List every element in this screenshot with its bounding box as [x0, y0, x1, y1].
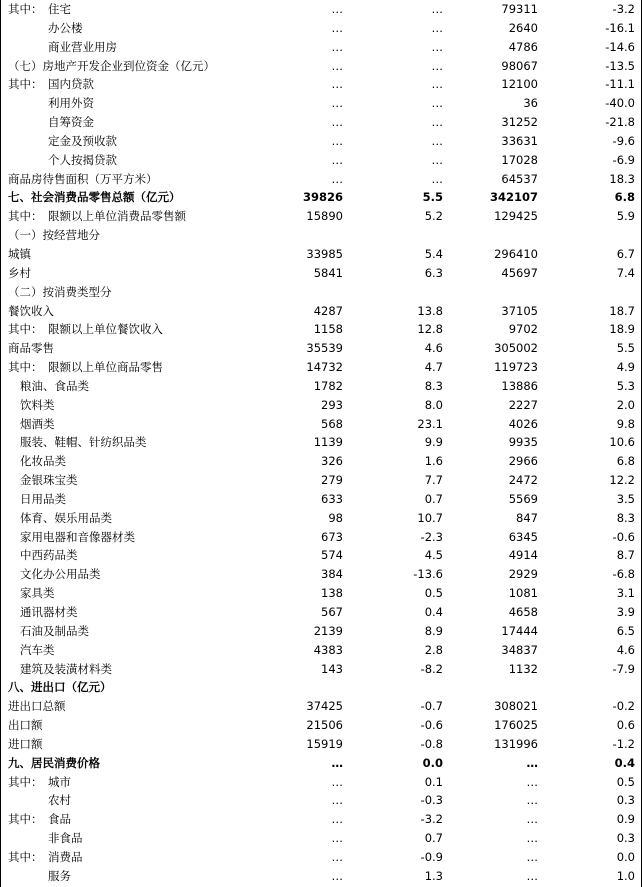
- table-row: [0, 94, 642, 113]
- row-value-c4: 10.6: [609, 435, 635, 450]
- row-value-c3: 37105: [501, 303, 538, 318]
- table-row: [0, 151, 642, 170]
- table-row: [0, 19, 642, 38]
- row-value-c3: 17444: [501, 623, 538, 638]
- table-row: [0, 188, 642, 207]
- row-value-c4: 4.9: [616, 360, 635, 375]
- row-label: 住宅: [48, 2, 71, 16]
- row-value-c2: 8.0: [424, 397, 443, 412]
- row-value-c2: …: [431, 2, 443, 16]
- row-value-c2: 0.7: [424, 491, 443, 506]
- row-value-c3: 305002: [494, 341, 538, 356]
- row-value-c2: 0.4: [424, 605, 443, 619]
- row-value-c3: …: [526, 812, 538, 827]
- row-value-c3: 4658: [508, 605, 538, 619]
- row-label: 九、居民消费价格: [8, 755, 100, 770]
- row-value-c1: …: [331, 793, 343, 808]
- table-row: [0, 603, 642, 622]
- table-row: [0, 38, 642, 57]
- row-value-c1: …: [331, 2, 343, 16]
- row-value-c3: 342107: [489, 190, 538, 205]
- row-value-c1: 35539: [306, 341, 343, 356]
- row-label: 消费品: [48, 849, 83, 864]
- row-value-c3: 9935: [508, 435, 538, 450]
- table-row: [0, 509, 642, 528]
- row-value-c3: 119723: [494, 360, 538, 375]
- row-label: 限额以上单位商品零售: [48, 360, 163, 375]
- table-row: [0, 358, 642, 377]
- row-value-c4: -7.9: [612, 661, 635, 676]
- row-value-c3: 6345: [508, 529, 538, 544]
- table-row: [0, 528, 642, 547]
- row-label: 文化办公用品类: [20, 567, 101, 582]
- row-value-c4: -40.0: [605, 96, 635, 111]
- row-value-c3: 2966: [508, 454, 538, 469]
- row-value-c2: 0.5: [424, 586, 443, 601]
- row-value-c4: 18.7: [609, 303, 635, 318]
- table-row: [0, 471, 642, 490]
- table-row: [0, 433, 642, 452]
- row-value-c2: -2.3: [420, 529, 443, 544]
- row-value-c3: 129425: [494, 209, 538, 224]
- row-value-c2: …: [431, 133, 443, 148]
- row-value-c1: 384: [321, 567, 343, 582]
- row-value-c1: 143: [321, 661, 343, 676]
- row-value-c2: -0.9: [420, 849, 443, 864]
- table-row: [0, 320, 642, 339]
- row-value-c3: 12100: [501, 77, 538, 92]
- row-prefix: 其中：: [8, 2, 43, 16]
- row-value-c2: -0.8: [420, 736, 443, 751]
- row-value-c1: …: [331, 77, 343, 92]
- table-row: [0, 264, 642, 283]
- row-label: 自筹资金: [48, 115, 94, 130]
- row-value-c4: 5.9: [616, 209, 635, 224]
- table-row: [0, 0, 642, 19]
- row-value-c1: …: [331, 133, 343, 148]
- row-value-c1: 1158: [313, 322, 343, 337]
- table-row: [0, 226, 642, 245]
- row-value-c1: 138: [321, 586, 343, 601]
- row-value-c4: 0.0: [616, 849, 635, 864]
- row-value-c1: 5841: [313, 265, 343, 280]
- row-value-c4: -11.1: [605, 77, 635, 92]
- row-value-c1: …: [331, 171, 343, 186]
- row-value-c2: 1.6: [424, 454, 443, 469]
- row-value-c3: 847: [516, 510, 538, 525]
- row-label: 金银珠宝类: [20, 473, 78, 488]
- row-value-c3: 176025: [494, 718, 538, 733]
- row-value-c1: …: [331, 831, 343, 846]
- row-value-c4: -6.8: [612, 567, 635, 582]
- row-value-c4: 0.3: [616, 793, 635, 808]
- row-value-c1: 21506: [306, 718, 343, 733]
- row-value-c3: 4026: [508, 416, 538, 431]
- table-row: [0, 452, 642, 471]
- row-value-c4: 0.9: [616, 812, 635, 827]
- table-row: [0, 791, 642, 810]
- row-value-c3: 2227: [508, 397, 538, 412]
- row-label: 利用外资: [48, 96, 94, 111]
- row-value-c4: 18.9: [609, 322, 635, 337]
- table-left-border: [0, 0, 1, 887]
- row-value-c3: 4786: [508, 39, 538, 54]
- row-value-c4: 4.6: [616, 642, 635, 657]
- row-value-c4: 6.5: [616, 623, 635, 638]
- row-value-c2: 4.6: [424, 341, 443, 356]
- row-label: （二）按消费类型分: [8, 284, 112, 299]
- table-row: [0, 75, 642, 94]
- row-value-c1: 39826: [302, 190, 343, 205]
- row-value-c1: …: [331, 115, 343, 130]
- row-value-c2: 13.8: [417, 303, 443, 318]
- row-label: 定金及预收款: [48, 133, 117, 148]
- row-label: 限额以上单位餐饮收入: [48, 322, 163, 337]
- table-row: [0, 132, 642, 151]
- row-value-c4: 1.0: [616, 868, 635, 883]
- row-value-c1: …: [331, 20, 343, 35]
- row-value-c2: 12.8: [417, 322, 443, 337]
- row-value-c4: 6.8: [614, 190, 635, 205]
- row-label: 国内贷款: [48, 77, 94, 92]
- row-label: 非食品: [48, 831, 83, 846]
- row-value-c1: 4383: [313, 642, 343, 657]
- row-label: （七）房地产开发企业到位资金（亿元）: [8, 58, 215, 73]
- row-value-c4: 3.9: [616, 605, 635, 619]
- table-row: [0, 678, 642, 697]
- row-value-c4: 12.2: [609, 473, 635, 488]
- row-value-c3: …: [526, 774, 538, 789]
- row-value-c1: …: [331, 774, 343, 789]
- row-value-c1: 33985: [306, 246, 343, 261]
- row-value-c3: 2472: [508, 473, 538, 488]
- row-value-c4: 5.5: [616, 341, 635, 356]
- row-value-c2: -13.6: [413, 567, 443, 582]
- row-value-c3: 36: [523, 96, 538, 111]
- table-row: [0, 660, 642, 679]
- row-value-c4: -9.6: [612, 133, 635, 148]
- row-value-c4: 18.3: [609, 171, 635, 186]
- row-value-c3: 34837: [501, 642, 538, 657]
- row-value-c4: 6.7: [616, 246, 635, 261]
- row-value-c2: 0.1: [424, 774, 443, 789]
- row-value-c1: 14732: [306, 360, 343, 375]
- row-value-c4: -13.5: [605, 58, 635, 73]
- row-value-c3: 64537: [501, 171, 538, 186]
- row-value-c4: 8.3: [616, 510, 635, 525]
- table-row: [0, 490, 642, 509]
- table-row: [0, 415, 642, 434]
- row-value-c3: …: [526, 793, 538, 808]
- row-value-c3: 2929: [508, 567, 538, 582]
- table-row: [0, 113, 642, 132]
- row-value-c2: 0.0: [422, 755, 443, 770]
- row-label: 食品: [48, 812, 71, 827]
- row-value-c3: 98067: [501, 58, 538, 73]
- row-value-c2: 8.3: [424, 378, 443, 393]
- row-value-c3: 131996: [494, 736, 538, 751]
- row-value-c2: 23.1: [417, 416, 443, 431]
- row-value-c4: -0.6: [612, 529, 635, 544]
- row-value-c1: …: [331, 58, 343, 73]
- table-row: [0, 302, 642, 321]
- table-row: [0, 716, 642, 735]
- row-value-c4: -6.9: [612, 152, 635, 167]
- row-value-c2: …: [431, 171, 443, 186]
- row-value-c1: 279: [321, 473, 343, 488]
- row-value-c3: …: [526, 755, 538, 770]
- row-value-c1: …: [331, 755, 343, 770]
- row-value-c1: 1139: [313, 435, 343, 450]
- row-label: 汽车类: [20, 642, 55, 657]
- row-value-c4: 6.8: [616, 454, 635, 469]
- row-value-c3: …: [526, 831, 538, 846]
- row-value-c3: 4914: [508, 548, 538, 563]
- row-value-c2: 4.7: [424, 360, 443, 375]
- table-row: [0, 245, 642, 264]
- row-label: 办公楼: [48, 20, 83, 35]
- table-row: [0, 565, 642, 584]
- row-label: 出口额: [8, 718, 43, 733]
- row-value-c1: 574: [321, 548, 343, 563]
- row-label: 乡村: [8, 265, 31, 280]
- row-value-c1: 326: [321, 454, 343, 469]
- row-prefix: 其中：: [8, 209, 43, 224]
- row-value-c1: …: [331, 96, 343, 111]
- row-value-c2: …: [431, 20, 443, 35]
- row-value-c4: -16.1: [605, 20, 635, 35]
- row-label: 通讯器材类: [20, 605, 78, 619]
- table-row: [0, 810, 642, 829]
- row-value-c2: 9.9: [424, 435, 443, 450]
- row-value-c2: 8.9: [424, 623, 443, 638]
- row-value-c1: …: [331, 152, 343, 167]
- table-row: [0, 622, 642, 641]
- row-value-c4: 0.6: [616, 718, 635, 733]
- row-prefix: 其中：: [8, 774, 43, 789]
- table-row: [0, 697, 642, 716]
- row-value-c3: 308021: [494, 699, 538, 714]
- table-row: [0, 57, 642, 76]
- row-prefix: 其中：: [8, 849, 43, 864]
- row-value-c1: 15890: [306, 209, 343, 224]
- table-row: [0, 377, 642, 396]
- row-value-c3: …: [526, 868, 538, 883]
- row-label: 粮油、食品类: [20, 378, 89, 393]
- row-value-c2: 5.4: [424, 246, 443, 261]
- row-value-c2: …: [431, 39, 443, 54]
- row-value-c3: 2640: [508, 20, 538, 35]
- row-value-c1: …: [331, 812, 343, 827]
- row-label: 日用品类: [20, 491, 66, 506]
- row-value-c2: 5.2: [424, 209, 443, 224]
- row-prefix: 其中：: [8, 812, 43, 827]
- row-value-c1: 15919: [306, 736, 343, 751]
- row-value-c4: 7.4: [616, 265, 635, 280]
- row-label: 城市: [48, 774, 71, 789]
- row-value-c1: 673: [321, 529, 343, 544]
- row-label: 个人按揭贷款: [48, 152, 117, 167]
- row-value-c4: 3.5: [616, 491, 635, 506]
- row-value-c1: 567: [321, 605, 343, 619]
- row-label: 服务: [48, 868, 71, 883]
- row-value-c4: 8.7: [616, 548, 635, 563]
- row-value-c2: -0.7: [420, 699, 443, 714]
- table-row: [0, 641, 642, 660]
- row-label: 八、进出口（亿元）: [8, 680, 112, 695]
- table-row: [0, 848, 642, 867]
- row-value-c1: …: [331, 849, 343, 864]
- row-value-c2: 0.7: [424, 831, 443, 846]
- row-label: 体育、娱乐用品类: [20, 510, 112, 525]
- row-label: 化妆品类: [20, 454, 66, 469]
- row-value-c2: …: [431, 96, 443, 111]
- table-row: [0, 396, 642, 415]
- row-value-c4: 0.4: [614, 755, 635, 770]
- row-value-c4: 0.3: [616, 831, 635, 846]
- row-value-c2: 6.3: [424, 265, 443, 280]
- row-value-c4: 2.0: [616, 397, 635, 412]
- table-row: [0, 283, 642, 302]
- row-value-c2: …: [431, 152, 443, 167]
- row-value-c4: 0.5: [616, 774, 635, 789]
- table-row: [0, 867, 642, 886]
- row-value-c2: 1.3: [424, 868, 443, 883]
- row-label: 商业营业用房: [48, 39, 117, 54]
- row-value-c2: …: [431, 77, 443, 92]
- row-label: 建筑及装潢材料类: [20, 661, 112, 676]
- row-value-c1: 568: [321, 416, 343, 431]
- row-value-c1: 293: [321, 397, 343, 412]
- row-prefix: 其中：: [8, 322, 43, 337]
- row-value-c3: 31252: [501, 115, 538, 130]
- row-label: 限额以上单位消费品零售额: [48, 209, 186, 224]
- row-value-c4: 9.8: [616, 416, 635, 431]
- table-row: [0, 546, 642, 565]
- table-row: [0, 829, 642, 848]
- table-row: [0, 207, 642, 226]
- row-value-c1: 4287: [313, 303, 343, 318]
- row-value-c1: 1782: [313, 378, 343, 393]
- row-label: （一）按经营地分: [8, 228, 100, 243]
- table-row: [0, 735, 642, 754]
- row-value-c2: …: [431, 115, 443, 130]
- row-value-c2: -0.6: [420, 718, 443, 733]
- row-label: 石油及制品类: [20, 623, 89, 638]
- row-value-c4: -1.2: [612, 736, 635, 751]
- row-value-c1: 37425: [306, 699, 343, 714]
- row-prefix: 其中：: [8, 77, 43, 92]
- row-label: 商品房待售面积（万平方米）: [8, 171, 158, 186]
- row-value-c2: 7.7: [424, 473, 443, 488]
- row-value-c2: …: [431, 58, 443, 73]
- row-value-c2: 4.5: [424, 548, 443, 563]
- row-value-c4: -21.8: [605, 115, 635, 130]
- row-value-c3: 79311: [501, 2, 538, 16]
- table-row: [0, 773, 642, 792]
- row-value-c4: 3.1: [616, 586, 635, 601]
- row-value-c4: -0.2: [612, 699, 635, 714]
- row-value-c2: 10.7: [417, 510, 443, 525]
- row-value-c4: 5.3: [616, 378, 635, 393]
- row-value-c1: …: [331, 868, 343, 883]
- row-label: 进出口总额: [8, 699, 66, 714]
- row-value-c1: …: [331, 39, 343, 54]
- row-value-c3: 1081: [508, 586, 538, 601]
- row-value-c3: 1132: [508, 661, 538, 676]
- row-label: 烟酒类: [20, 416, 55, 431]
- row-value-c3: 45697: [501, 265, 538, 280]
- table-row: [0, 754, 642, 773]
- row-value-c2: 5.5: [422, 190, 443, 205]
- row-value-c4: -14.6: [605, 39, 635, 54]
- row-label: 家具类: [20, 586, 55, 601]
- table-row: [0, 170, 642, 189]
- table-row: [0, 339, 642, 358]
- row-value-c3: …: [526, 849, 538, 864]
- row-value-c3: 13886: [501, 378, 538, 393]
- row-label: 农村: [48, 793, 71, 808]
- row-value-c1: 2139: [313, 623, 343, 638]
- row-label: 家用电器和音像器材类: [20, 529, 135, 544]
- table-row: [0, 584, 642, 603]
- row-label: 进口额: [8, 736, 43, 751]
- row-value-c3: 5569: [508, 491, 538, 506]
- row-label: 中西药品类: [20, 548, 78, 563]
- row-label: 城镇: [8, 246, 31, 261]
- row-value-c1: 98: [328, 510, 343, 525]
- row-label: 餐饮收入: [8, 303, 54, 318]
- row-label: 服装、鞋帽、针纺织品类: [20, 435, 147, 450]
- row-value-c3: 296410: [494, 246, 538, 261]
- row-value-c3: 33631: [501, 133, 538, 148]
- row-value-c3: 17028: [501, 152, 538, 167]
- row-value-c4: -3.2: [612, 2, 635, 16]
- row-value-c3: 9702: [508, 322, 538, 337]
- row-label: 饮料类: [20, 397, 55, 412]
- row-label: 商品零售: [8, 341, 54, 356]
- row-prefix: 其中：: [8, 360, 43, 375]
- row-value-c1: 633: [321, 491, 343, 506]
- row-label: 七、社会消费品零售总额（亿元）: [8, 190, 181, 205]
- row-value-c2: -3.2: [420, 812, 443, 827]
- row-value-c2: -8.2: [420, 661, 443, 676]
- row-value-c2: -0.3: [420, 793, 443, 808]
- row-value-c2: 2.8: [424, 642, 443, 657]
